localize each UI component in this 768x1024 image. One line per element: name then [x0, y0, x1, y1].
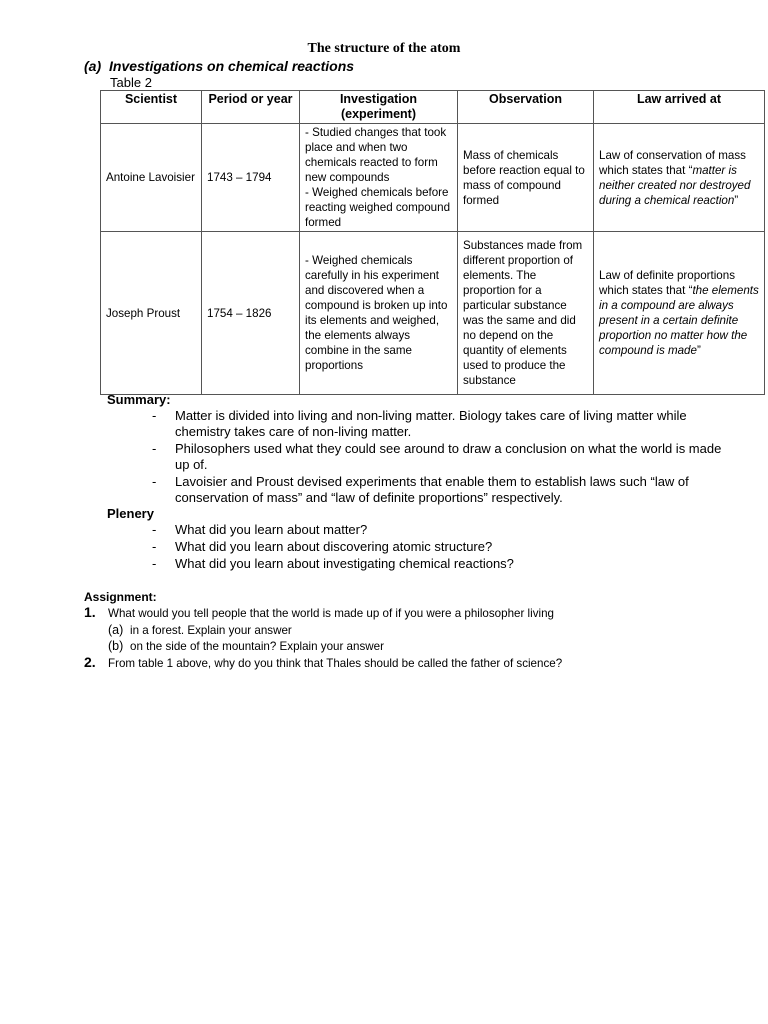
- law-quote-end: ”: [696, 344, 701, 357]
- investigation-point: - Studied changes that took place and when two chemicals reacted to form new compounds: [305, 126, 447, 184]
- dash-marker: -: [152, 539, 157, 554]
- dash-marker: -: [152, 522, 157, 537]
- law-statement: the elements in a compound are always present in a certain definite proportion no matter how the compound is made: [599, 284, 759, 357]
- table-row: [101, 232, 765, 395]
- assignment-heading: Assignment:: [84, 590, 157, 604]
- subquestion-text: in a forest. Explain your answer: [130, 624, 292, 637]
- table-caption: Table 2: [110, 75, 152, 90]
- section-heading: [84, 58, 354, 74]
- investigation-point: - Weighed chemicals before reacting weighed compound formed: [305, 186, 451, 229]
- header-observation: Observation: [458, 91, 594, 124]
- cell-scientist: Joseph Proust: [101, 232, 202, 395]
- plenery-heading: Plenery: [107, 506, 154, 521]
- law-quote-end: ”: [734, 193, 739, 207]
- law-text: Law of conservation of mass which states that “: [599, 148, 746, 177]
- cell-period: 1754 – 1826: [202, 232, 300, 395]
- investigations-table: [100, 90, 765, 395]
- header-law: Law arrived at: [594, 91, 765, 124]
- cell-investigation: [300, 232, 458, 395]
- question-text: What would you tell people that the world is made up of if you were a philosopher living: [108, 607, 554, 620]
- dash-marker: -: [152, 408, 157, 423]
- header-period: Period or year: [202, 91, 300, 124]
- cell-law: [594, 124, 765, 232]
- dash-marker: -: [152, 474, 157, 489]
- plenery-text: What did you learn about matter?: [175, 522, 368, 537]
- summary-heading: Summary:: [107, 392, 171, 407]
- question-number: 2.: [84, 654, 96, 670]
- question-text: From table 1 above, why do you think that Thales should be called the father of science?: [108, 657, 563, 670]
- table-header-row: [101, 91, 765, 124]
- plenery-text: What did you learn about discovering atomic structure?: [175, 539, 493, 554]
- cell-law: [594, 232, 765, 395]
- cell-period: 1743 – 1794: [202, 124, 300, 232]
- section-label: (a): [84, 58, 102, 74]
- cell-observation: Substances made from different proportion of elements. The proportion for a particular substance was the same and did no depend on the quantity of elements used to produce the substance: [458, 232, 594, 395]
- summary-text: Matter is divided into living and non-living matter. Biology takes care of living matter while chemistry takes care of non-living matter.: [175, 408, 687, 439]
- subquestion-label: (b): [108, 639, 124, 653]
- table-row: [101, 124, 765, 232]
- law-statement: matter is neither created nor destroyed during a chemical reaction: [599, 163, 751, 207]
- summary-text: Lavoisier and Proust devised experiments that enable them to establish laws such “law of conservation of mass” and “law of definite proportions” respectively.: [175, 474, 689, 505]
- cell-scientist: Antoine Lavoisier: [101, 124, 202, 232]
- investigation-point: - Weighed chemicals carefully in his experiment and discovered when a compound is broken up into its elements and weighed, the elements always combine in the same proportions: [305, 254, 448, 372]
- dash-marker: -: [152, 441, 157, 456]
- section-text: Investigations on chemical reactions: [109, 58, 355, 74]
- page-title: The structure of the atom: [307, 41, 461, 56]
- subquestion-text: on the side of the mountain? Explain your answer: [130, 640, 384, 653]
- question-number: 1.: [84, 604, 96, 620]
- cell-observation: Mass of chemicals before reaction equal to mass of compound formed: [458, 124, 594, 232]
- summary-text: Philosophers used what they could see around to draw a conclusion on what the world is made up of.: [175, 441, 722, 472]
- plenery-text: What did you learn about investigating chemical reactions?: [175, 556, 514, 571]
- dash-marker: -: [152, 556, 157, 571]
- cell-investigation: [300, 124, 458, 232]
- subquestion-label: (a): [108, 623, 124, 637]
- header-investigation: Investigation (experiment): [300, 91, 458, 124]
- header-scientist: Scientist: [101, 91, 202, 124]
- law-text: Law of definite proportions which states that “: [599, 269, 735, 297]
